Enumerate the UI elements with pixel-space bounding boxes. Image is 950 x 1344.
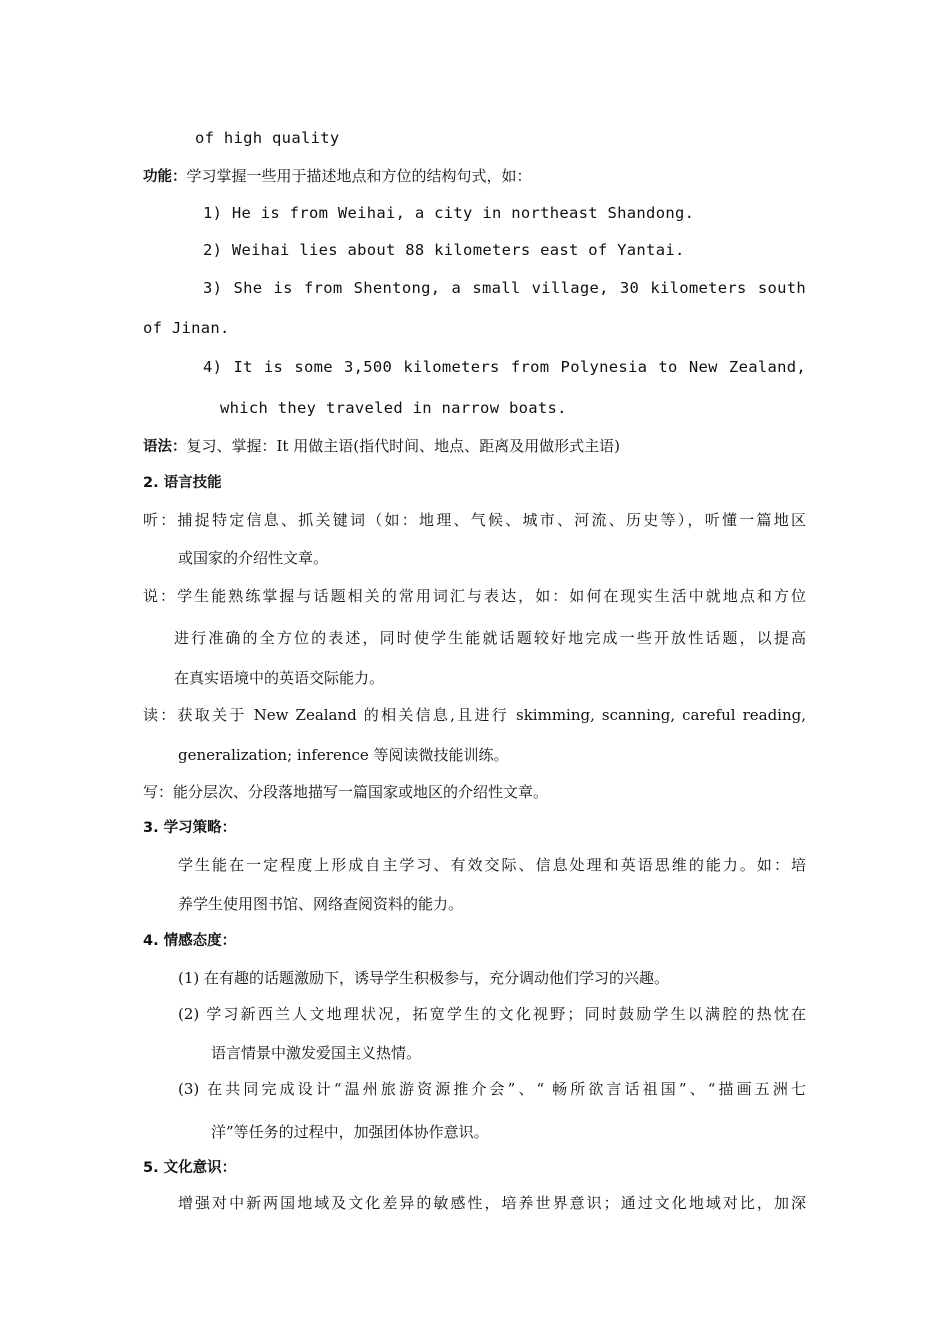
reading-line: 读：获取关于 New Zealand 的相关信息,且进行 skimming, scanning, careful reading, <box>143 706 806 724</box>
function-label: 功能： <box>143 169 187 185</box>
section-heading-2: 2. 语言技能 <box>143 475 222 491</box>
example-sentence-3: 3) She is from Shentong, a small village, 30 kilometers south <box>203 279 806 297</box>
function-line <box>143 166 532 187</box>
grammar-text: 复习、掌握：It 用做主语(指代时间、地点、距离及用做形式主语) <box>186 437 620 455</box>
grammar-line <box>143 436 620 457</box>
attitude-item-3: (3) 在共同完成设计“温州旅游资源推介会”、“ 畅所欲言话祖国”、“描画五洲七 <box>178 1080 806 1098</box>
example-sentence-1: 1) He is from Weihai, a city in northeast Shandong. <box>203 204 695 222</box>
speaking-line-cont-2: 在真实语境中的英语交际能力。 <box>174 669 385 687</box>
listening-line: 听：捕捉特定信息、抓关键词（如：地理、气候、城市、河流、历史等），听懂一篇地区 <box>143 511 806 529</box>
example-sentence-4: 4) It is some 3,500 kilometers from Polynesia to New Zealand, <box>203 358 806 376</box>
attitude-item-1: (1) 在有趣的话题激励下，诱导学生积极参与，充分调动他们学习的兴趣。 <box>178 969 670 987</box>
writing-line: 写：能分层次、分段落地描写一篇国家或地区的介绍性文章。 <box>143 783 549 801</box>
attitude-item-2-cont: 语言情景中激发爱国主义热情。 <box>211 1044 422 1062</box>
speaking-line: 说：学生能熟练掌握与话题相关的常用词汇与表达，如：如何在现实生活中就地点和方位 <box>143 587 806 605</box>
section-heading-5: 5. 文化意识： <box>143 1160 237 1176</box>
speaking-line-cont-1: 进行准确的全方位的表述，同时使学生能就话题较好地完成一些开放性话题，以提高 <box>174 629 806 647</box>
function-text: 学习掌握一些用于描述地点和方位的结构句式，如： <box>186 167 532 185</box>
culture-line: 增强对中新两国地域及文化差异的敏感性，培养世界意识；通过文化地域对比，加深 <box>178 1194 806 1212</box>
section-heading-3: 3. 学习策略： <box>143 820 237 836</box>
grammar-label: 语法： <box>143 439 187 455</box>
reading-line-cont: generalization; inference 等阅读微技能训练。 <box>178 746 509 764</box>
strategy-line-cont: 养学生使用图书馆、网络查阅资料的能力。 <box>178 895 464 913</box>
example-sentence-2: 2) Weihai lies about 88 kilometers east of Yantai. <box>203 241 685 259</box>
section-heading-4: 4. 情感态度： <box>143 933 237 949</box>
strategy-line: 学生能在一定程度上形成自主学习、有效交际、信息处理和英语思维的能力。如：培 <box>178 856 806 874</box>
attitude-item-3-cont: 洋”等任务的过程中，加强团体协作意识。 <box>211 1123 489 1141</box>
attitude-item-2: (2) 学习新西兰人文地理状况，拓宽学生的文化视野；同时鼓励学生以满腔的热忱在 <box>178 1005 806 1023</box>
example-sentence-3-cont: of Jinan. <box>143 319 230 337</box>
listening-line-cont: 或国家的介绍性文章。 <box>178 549 329 567</box>
example-sentence-4-cont: which they traveled in narrow boats. <box>220 399 567 417</box>
text-line: of high quality <box>195 129 340 147</box>
